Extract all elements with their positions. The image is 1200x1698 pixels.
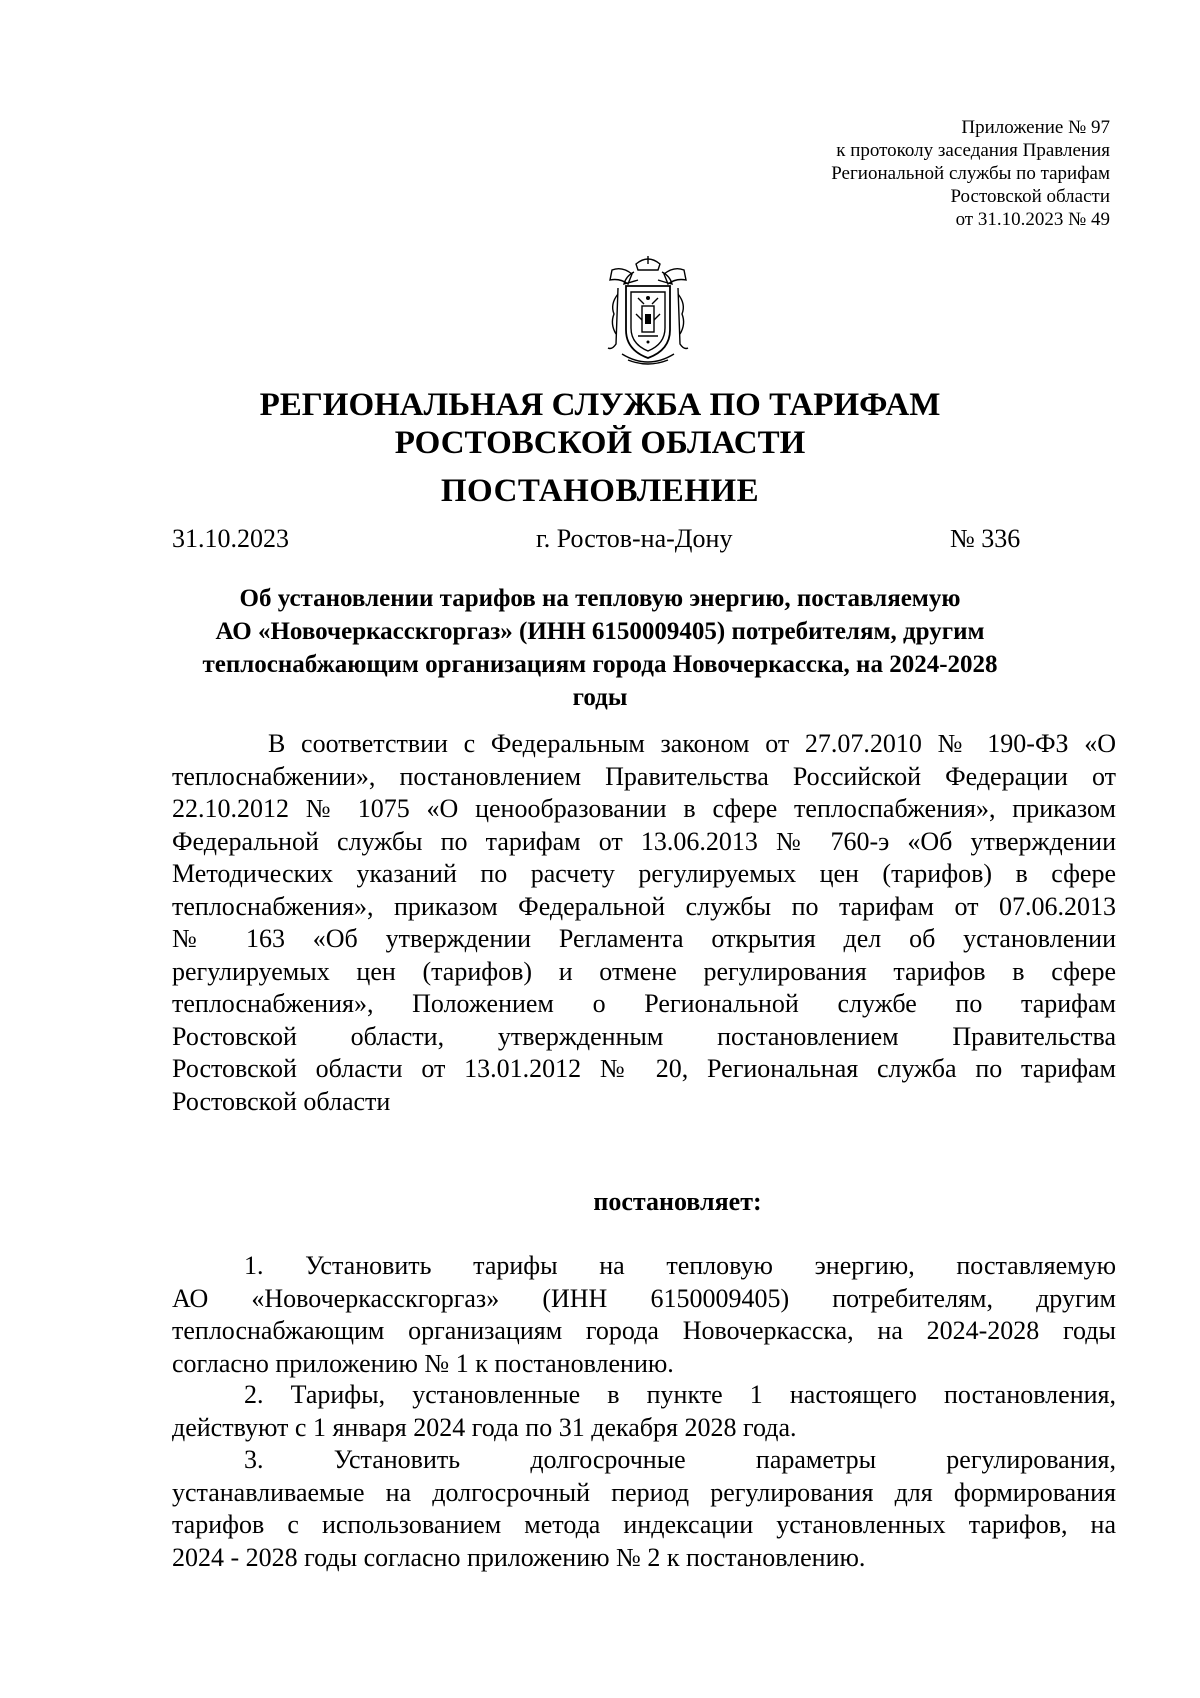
coat-of-arms-icon — [598, 254, 698, 372]
document-number: № 336 — [950, 524, 1021, 553]
agency-name: РЕГИОНАЛЬНАЯ СЛУЖБА ПО ТАРИФАМ — [259, 387, 941, 423]
document-type: ПОСТАНОВЛЕНИЕ — [440, 473, 760, 509]
paragraph-line: согласно приложению № 1 к постановлению. — [172, 1348, 674, 1378]
document-date: 31.10.2023 — [172, 524, 289, 553]
paragraph-line: действуют с 1 января 2024 года по 31 декабря 2028 года. — [172, 1412, 797, 1442]
paragraph-line: теплоснабжении», постановлением Правительства Российской Федерации от — [172, 761, 1116, 791]
document-subject — [150, 582, 1050, 714]
paragraph-line: теплоснабжающим организациям города Новочеркасска, на 2024-2028 годы — [172, 1316, 1116, 1345]
appendix-line: Ростовской области — [950, 186, 1110, 207]
appendix-line: Приложение № 97 — [961, 117, 1110, 138]
paragraph-line: Методических указаний по расчету регулируемых цен (тарифов) в сфере — [172, 859, 1116, 888]
resolution-item-2 — [172, 1379, 1116, 1444]
paragraph-line: устанавливаемые на долгосрочный период регулирования для формирования — [172, 1477, 1116, 1507]
appendix-line: Региональной службы по тарифам — [831, 163, 1110, 184]
subject-line: годы — [572, 684, 628, 711]
paragraph-line: регулируемых цен (тарифов) и отмене регулирования тарифов в сфере — [172, 956, 1116, 986]
paragraph-line: 22.10.2012 № 1075 «О ценообразовании в сфере теплоспабжения», приказом — [172, 794, 1116, 823]
paragraph-line: Ростовской области, утвержденным постановлением Правительства — [172, 1021, 1116, 1051]
paragraph-line: № 163 «Об утверждении Регламента открытия дел об установлении — [172, 924, 1116, 953]
subject-line: АО «Новочеркасскгоргаз» (ИНН 6150009405) потребителям, другим — [215, 618, 985, 645]
subject-line: теплоснабжающим организациям города Новочеркасска, на 2024-2028 — [202, 651, 998, 678]
document-city: г. Ростов-на-Дону — [536, 524, 733, 553]
paragraph-line: Федеральной службы по тарифам от 13.06.2013 № 760-э «Об утверждении — [172, 826, 1116, 856]
appendix-line: от 31.10.2023 № 49 — [955, 209, 1110, 230]
resolves-heading: постановляет: — [593, 1187, 762, 1216]
paragraph-line: 2024 - 2028 годы согласно приложению № 2 к постановлению. — [172, 1542, 866, 1572]
appendix-line: к протоколу заседания Правления — [836, 140, 1110, 161]
paragraph-line: Ростовской области — [172, 1086, 391, 1116]
paragraph-line: теплоснабжения», приказом Федеральной службы по тарифам от 07.06.2013 — [172, 891, 1116, 921]
paragraph-line: АО «Новочеркасскгоргаз» (ИНН 6150009405) потребителям, другим — [172, 1283, 1116, 1313]
resolution-item-3 — [172, 1444, 1116, 1574]
preamble-paragraph — [172, 728, 1116, 1118]
paragraph-line: теплоснабжения», Положением о Региональной службе по тарифам — [172, 989, 1116, 1018]
paragraph-line: 3. Установить долгосрочные параметры регулирования, — [244, 1445, 1116, 1474]
paragraph-line: В соответствии с Федеральным законом от 27.07.2010 № 190-ФЗ «О — [268, 729, 1116, 758]
subject-line: Об установлении тарифов на тепловую энергию, поставляемую — [239, 585, 961, 612]
paragraph-line: тарифов с использованием метода индексации установленных тарифов, на — [172, 1510, 1116, 1539]
agency-region: РОСТОВСКОЙ ОБЛАСТИ — [394, 425, 806, 461]
paragraph-line: 1. Установить тарифы на тепловую энергию, поставляемую — [244, 1251, 1116, 1280]
resolution-item-1 — [172, 1250, 1116, 1380]
paragraph-line: 2. Тарифы, установленные в пункте 1 настоящего постановления, — [244, 1380, 1116, 1409]
appendix-note — [690, 116, 1110, 231]
paragraph-line: Ростовской области от 13.01.2012 № 20, Региональная служба по тарифам — [172, 1054, 1116, 1083]
